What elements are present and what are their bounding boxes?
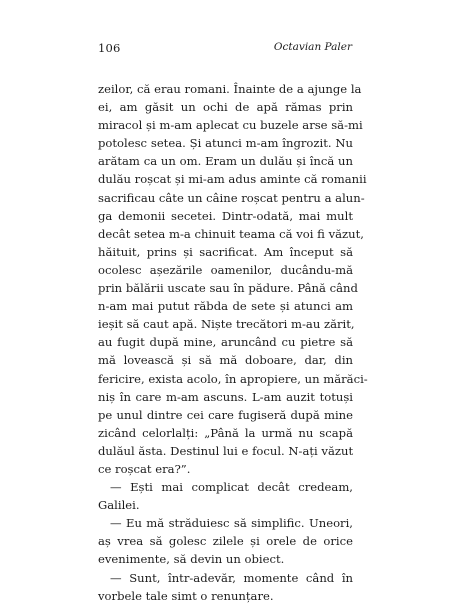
text-line: pe unul dintre cei care fugiseră după mine (98, 407, 353, 422)
text-line: dulău roșcat și mi-am adus aminte că romanii (98, 172, 367, 187)
text-line: — Ești mai complicat decât credeam, (110, 480, 353, 495)
text-line: ce roșcat era?”. (98, 461, 191, 476)
body-text (98, 80, 368, 605)
text-line: arătam ca un om. Eram un dulău și încă un (98, 154, 353, 169)
text-line: prin bălării uscate sau în pădure. Până când (98, 281, 358, 296)
text-line: au fugit după mine, aruncând cu pietre să (98, 335, 353, 350)
running-head: Octavian Paler (273, 41, 352, 53)
text-line: vorbele tale simt o renunțare. (98, 588, 274, 603)
text-line: mă lovească și să mă doboare, dar, din (98, 353, 353, 368)
page-number: 106 (98, 41, 121, 55)
text-line: n-am mai putut răbda de sete și atunci am (98, 299, 353, 314)
text-line: ga demonii secetei. Dintr-odată, mai mult (98, 208, 353, 223)
text-line: niș în care m-am ascuns. L-am auzit totuși (98, 389, 353, 404)
text-line: ei, am găsit un ochi de apă rămas prin (98, 100, 353, 115)
text-line: — Eu mă străduiesc să simplific. Uneori, (110, 516, 353, 531)
text-line: sacrificau câte un câine roșcat pentru a alun- (98, 190, 365, 205)
text-line: fericire, exista acolo, în apropiere, un mărăci- (98, 371, 368, 386)
text-line: — Sunt, într-adevăr, momente când în (110, 570, 353, 585)
text-line: miracol și m-am aplecat cu buzele arse să-mi (98, 118, 363, 133)
text-line: decât setea m-a chinuit teama că voi fi văzut, (98, 226, 364, 241)
text-line: zeilor, că erau romani. Înainte de a ajunge la (98, 82, 362, 96)
text-line: Galilei. (98, 498, 140, 513)
text-line: potolesc setea. Și atunci m-am îngrozit. Nu (98, 136, 353, 151)
text-line: ocolesc așezările oamenilor, ducându-mă (98, 262, 353, 277)
text-line: aș vrea să golesc zilele și orele de orice (98, 534, 353, 549)
text-line: evenimente, să devin un obiect. (98, 552, 285, 567)
text-line: dulăul ăsta. Destinul lui e focul. N-ați văzut (98, 443, 354, 458)
text-line: hăituit, prins și sacrificat. Am început să (98, 244, 353, 259)
text-line: ieșit să caut apă. Niște trecători m-au zărit, (98, 317, 355, 332)
text-line: zicând celorlalți: „Până la urmă nu scapă (98, 425, 353, 440)
